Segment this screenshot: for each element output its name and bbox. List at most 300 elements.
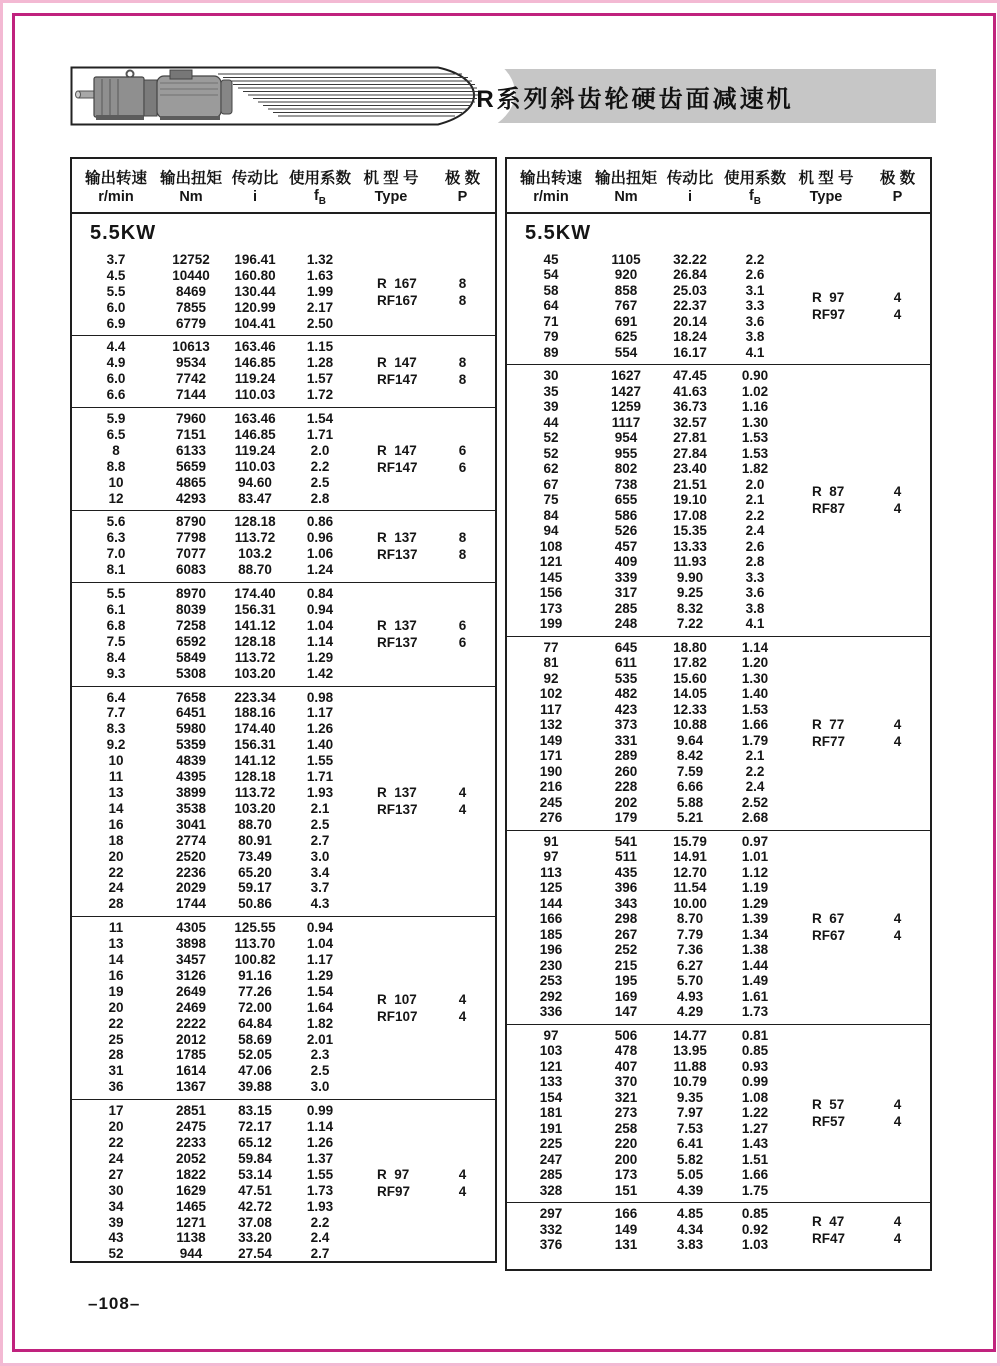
- cell-value: 77: [543, 639, 559, 655]
- cell-value: 199: [539, 616, 563, 632]
- cell-value: 7.0: [106, 546, 126, 562]
- cell-value: 117: [540, 701, 562, 717]
- table-row: [507, 399, 787, 415]
- cell-value: 113: [540, 864, 562, 880]
- data-block: [72, 510, 495, 582]
- cell-value: 5308: [175, 665, 207, 681]
- cell-value: 3.7: [310, 880, 330, 896]
- cell-value: 18.24: [673, 329, 707, 345]
- cell-value: 3.4: [310, 864, 330, 880]
- cell-value: 1.49: [741, 973, 769, 989]
- cell-value: 144: [539, 895, 563, 911]
- cell-value: 1.40: [741, 686, 769, 702]
- cell-value: 19.10: [673, 492, 707, 508]
- cell-value: 4293: [175, 490, 207, 506]
- table-row: [72, 459, 352, 475]
- data-block: [72, 686, 495, 917]
- table-row: [72, 530, 352, 546]
- cell-value: 72.00: [238, 999, 272, 1015]
- cell-value: 376: [539, 1237, 563, 1253]
- table-row: [507, 1183, 787, 1199]
- cell-value: 13: [108, 936, 124, 952]
- model-type-label: R 77: [812, 716, 845, 732]
- cell-value: 7.59: [676, 763, 704, 779]
- model-type-label: RF137: [377, 547, 418, 563]
- cell-value: 83.15: [238, 1103, 272, 1119]
- model-type-row: [352, 1008, 495, 1025]
- cell-value: 156.31: [234, 737, 276, 753]
- cell-value: 457: [614, 538, 638, 554]
- model-type-area: [787, 289, 930, 323]
- cell-value: 6.0: [106, 371, 126, 387]
- col-unit-service-factor: $f_B$: [313, 188, 327, 207]
- cell-value: 1.54: [306, 983, 334, 999]
- cell-value: 196: [539, 942, 563, 958]
- model-type-row: [787, 910, 930, 927]
- cell-value: 276: [539, 810, 563, 826]
- cell-value: 3.8: [745, 600, 765, 616]
- cell-value: 174.40: [234, 721, 276, 737]
- table-row: [72, 849, 352, 865]
- table-row: [507, 748, 787, 764]
- cell-value: 25.03: [673, 282, 707, 298]
- model-type-row: [787, 1096, 930, 1113]
- model-type-row: [352, 292, 495, 309]
- cell-value: 2012: [175, 1031, 207, 1047]
- table-row: [507, 585, 787, 601]
- cell-value: 1.30: [741, 670, 769, 686]
- pole-count-value: 4: [458, 1183, 467, 1199]
- page-header: [70, 66, 936, 126]
- cell-value: 34: [108, 1198, 124, 1214]
- cell-value: 2.5: [310, 1063, 330, 1079]
- cell-value: 8.1: [106, 562, 126, 578]
- cell-value: 0.99: [741, 1074, 769, 1090]
- col-unit-torque: Nm: [179, 189, 203, 206]
- cell-value: 2.5: [310, 816, 330, 832]
- table-row: [72, 411, 352, 427]
- table-row: [507, 717, 787, 733]
- cell-value: 71: [543, 313, 559, 329]
- pole-count-value: 4: [893, 1213, 902, 1229]
- cell-value: 1.27: [741, 1120, 769, 1136]
- cell-value: 2.1: [745, 748, 765, 764]
- table-row: [507, 345, 787, 361]
- cell-value: 625: [614, 329, 638, 345]
- numeric-columns: [507, 368, 787, 632]
- cell-value: 185: [539, 926, 563, 942]
- page-number: –108–: [88, 1294, 141, 1313]
- cell-value: 141.12: [234, 753, 276, 769]
- table-row: [72, 1199, 352, 1215]
- cell-value: 196.41: [234, 251, 276, 267]
- cell-value: 0.90: [741, 368, 769, 384]
- cell-value: 2.01: [306, 1031, 334, 1047]
- cell-value: 9.25: [676, 585, 704, 601]
- table-row: [72, 817, 352, 833]
- table-row: [507, 764, 787, 780]
- spec-table-right: [505, 157, 932, 1271]
- cell-value: 3.6: [745, 313, 765, 329]
- model-type-label: R 107: [377, 991, 417, 1007]
- cell-value: 32.57: [673, 414, 707, 430]
- cell-value: 80.91: [238, 832, 272, 848]
- col-header-ratio: 传动比: [231, 170, 279, 187]
- table-header-right: [507, 159, 930, 214]
- pole-count-value: 8: [458, 355, 467, 371]
- table-row: [507, 1074, 787, 1090]
- table-row: [507, 415, 787, 431]
- data-block: [72, 582, 495, 685]
- cell-value: 526: [614, 523, 638, 539]
- table-row: [507, 686, 787, 702]
- numeric-columns: [72, 514, 352, 578]
- cell-value: 52: [108, 1246, 124, 1262]
- cell-value: 0.98: [306, 689, 334, 705]
- cell-value: 17: [108, 1103, 124, 1119]
- cell-value: 147: [614, 1004, 638, 1020]
- cell-value: 171: [539, 748, 563, 764]
- cell-value: 22: [108, 1015, 124, 1031]
- cell-value: 1.82: [741, 461, 769, 477]
- cell-value: 2.52: [741, 794, 769, 810]
- cell-value: 215: [614, 957, 638, 973]
- cell-value: 3.0: [310, 848, 330, 864]
- table-row: [72, 475, 352, 491]
- col-header-speed: 输出转速: [84, 170, 147, 187]
- cell-value: 103: [539, 1043, 563, 1059]
- cell-value: 113.70: [234, 936, 276, 952]
- table-row: [72, 650, 352, 666]
- table-row: [72, 968, 352, 984]
- cell-value: 7855: [175, 299, 207, 315]
- table-row: [72, 769, 352, 785]
- cell-value: 20: [108, 1119, 124, 1135]
- cell-value: 1.99: [306, 283, 334, 299]
- cell-value: 22.37: [673, 298, 707, 314]
- table-row: [507, 1004, 787, 1020]
- cell-value: 1.82: [306, 1015, 334, 1031]
- cell-value: 9.90: [676, 569, 704, 585]
- cell-value: 6451: [175, 705, 207, 721]
- cell-value: 12: [108, 490, 124, 506]
- cell-value: 858: [614, 282, 638, 298]
- cell-value: 8.4: [106, 649, 126, 665]
- model-type-area: [352, 991, 495, 1025]
- numeric-columns: [72, 411, 352, 506]
- cell-value: 2233: [175, 1135, 207, 1151]
- cell-value: 11.54: [673, 880, 707, 896]
- table-row: [72, 387, 352, 403]
- pole-count-value: 4: [458, 1008, 467, 1024]
- cell-value: 11.88: [673, 1058, 707, 1074]
- cell-value: 285: [614, 600, 638, 616]
- cell-value: 554: [614, 344, 638, 360]
- cell-value: 11: [108, 920, 124, 936]
- cell-value: 131: [614, 1237, 638, 1253]
- cell-value: 317: [614, 585, 638, 601]
- cell-value: 8790: [175, 514, 207, 530]
- cell-value: 83.47: [238, 490, 272, 506]
- col-unit-ratio: i: [252, 189, 258, 206]
- cell-value: 6.66: [676, 779, 704, 795]
- data-block: [72, 916, 495, 1099]
- cell-value: 6.9: [106, 315, 126, 331]
- cell-value: 409: [614, 554, 638, 570]
- cell-value: 7151: [175, 426, 207, 442]
- cell-value: 108: [539, 538, 563, 554]
- table-row: [507, 849, 787, 865]
- cell-value: 3.1: [745, 282, 765, 298]
- cell-value: 541: [614, 833, 638, 849]
- pole-count-value: 4: [893, 910, 902, 926]
- table-row: [507, 1090, 787, 1106]
- cell-value: 0.86: [306, 514, 334, 530]
- cell-value: 1.16: [741, 399, 769, 415]
- model-type-row: [352, 784, 495, 801]
- cell-value: 149: [539, 732, 563, 748]
- cell-value: 53.14: [238, 1166, 272, 1182]
- cell-value: 12752: [172, 251, 210, 267]
- cell-value: 225: [539, 1136, 563, 1152]
- cell-value: 339: [614, 569, 638, 585]
- data-block: [507, 830, 930, 1024]
- cell-value: 6.5: [106, 426, 126, 442]
- cell-value: 3.0: [310, 1079, 330, 1095]
- cell-value: 110.03: [234, 458, 276, 474]
- data-block: [507, 249, 930, 365]
- cell-value: 1.73: [306, 1182, 334, 1198]
- cell-value: 7798: [175, 530, 207, 546]
- data-block: [507, 636, 930, 830]
- cell-value: 23.40: [673, 461, 707, 477]
- cell-value: 8.32: [676, 600, 704, 616]
- cell-value: 1.28: [306, 355, 334, 371]
- cell-value: 1.75: [741, 1182, 769, 1198]
- cell-value: 202: [614, 794, 638, 810]
- table-row: [507, 834, 787, 850]
- model-type-row: [352, 442, 495, 459]
- cell-value: 0.94: [306, 920, 334, 936]
- cell-value: 64.84: [238, 1015, 272, 1031]
- cell-value: 7.53: [676, 1120, 704, 1136]
- model-type-label: RF147: [377, 459, 418, 475]
- model-type-label: R 57: [812, 1097, 845, 1113]
- cell-value: 2.4: [310, 1230, 330, 1246]
- cell-value: 79: [543, 329, 559, 345]
- left-table-blocks: [72, 249, 495, 1266]
- model-type-label: RF147: [377, 372, 418, 388]
- cell-value: 2475: [175, 1119, 207, 1135]
- col-unit-speed: r/min: [533, 189, 569, 206]
- cell-value: 245: [539, 794, 563, 810]
- cell-value: 16: [108, 967, 124, 983]
- model-type-row: [787, 483, 930, 500]
- table-row: [72, 785, 352, 801]
- cell-value: 2.2: [310, 1214, 330, 1230]
- table-row: [507, 1059, 787, 1075]
- cell-value: 7.79: [676, 926, 704, 942]
- table-row: [72, 618, 352, 634]
- cell-value: 1785: [175, 1047, 207, 1063]
- cell-value: 132: [539, 717, 563, 733]
- cell-value: 7.97: [676, 1105, 704, 1121]
- col-header-speed: 输出转速: [519, 170, 582, 187]
- cell-value: 103.2: [238, 546, 272, 562]
- cell-value: 6592: [175, 633, 207, 649]
- model-type-label: R 47: [812, 1213, 845, 1229]
- cell-value: 5.82: [676, 1151, 704, 1167]
- power-section-label: 5.5KW: [525, 221, 592, 244]
- cell-value: 119.24: [234, 442, 276, 458]
- cell-value: 14.77: [673, 1027, 707, 1043]
- table-row: [507, 329, 787, 345]
- numeric-columns: [507, 834, 787, 1020]
- cell-value: 41.63: [673, 383, 707, 399]
- data-block: [72, 407, 495, 510]
- cell-value: 0.81: [741, 1027, 769, 1043]
- table-row: [72, 936, 352, 952]
- cell-value: 8.70: [676, 911, 704, 927]
- cell-value: 24: [108, 880, 124, 896]
- cell-value: 8970: [175, 586, 207, 602]
- cell-value: 18.80: [673, 639, 707, 655]
- table-row: [72, 252, 352, 268]
- cell-value: 1.26: [306, 721, 334, 737]
- table-row: [72, 371, 352, 387]
- cell-value: 72.17: [238, 1119, 272, 1135]
- cell-value: 423: [614, 701, 638, 717]
- table-row: [72, 586, 352, 602]
- table-row: [507, 671, 787, 687]
- cell-value: 77.26: [238, 983, 272, 999]
- cell-value: 9.2: [106, 737, 126, 753]
- cell-value: 188.16: [234, 705, 276, 721]
- model-type-label: R 97: [812, 290, 845, 306]
- cell-value: 22: [108, 1135, 124, 1151]
- cell-value: 2851: [175, 1103, 207, 1119]
- cell-value: 18: [108, 832, 124, 848]
- cell-value: 4865: [175, 474, 207, 490]
- cell-value: 2.6: [745, 538, 765, 554]
- power-section-label: 5.5KW: [90, 221, 157, 244]
- cell-value: 7144: [175, 387, 207, 403]
- model-type-row: [787, 500, 930, 517]
- cell-value: 258: [614, 1120, 638, 1136]
- cell-value: 2.6: [745, 267, 765, 283]
- model-type-label: RF47: [812, 1230, 846, 1246]
- cell-value: 27.54: [238, 1246, 272, 1262]
- cell-value: 149: [614, 1221, 638, 1237]
- cell-value: 7258: [175, 617, 207, 633]
- cell-value: 7658: [175, 689, 207, 705]
- cell-value: 19: [108, 983, 124, 999]
- table-row: [72, 602, 352, 618]
- pole-count-value: 4: [458, 991, 467, 1007]
- cell-value: 8.42: [676, 748, 704, 764]
- cell-value: 1614: [175, 1063, 207, 1079]
- cell-value: 3457: [175, 952, 207, 968]
- cell-value: 331: [614, 732, 638, 748]
- cell-value: 160.80: [234, 267, 276, 283]
- cell-value: 5359: [175, 737, 207, 753]
- cell-value: 1105: [611, 251, 641, 267]
- table-row: [507, 430, 787, 446]
- table-row: [507, 655, 787, 671]
- cell-value: 1.37: [306, 1150, 334, 1166]
- cell-value: 27.84: [673, 445, 707, 461]
- cell-value: 0.93: [741, 1058, 769, 1074]
- table-row: [72, 427, 352, 443]
- cell-value: 190: [539, 763, 563, 779]
- table-row: [72, 920, 352, 936]
- cell-value: 10.00: [673, 895, 707, 911]
- table-row: [507, 314, 787, 330]
- cell-value: 6.0: [106, 299, 126, 315]
- cell-value: 84: [543, 507, 559, 523]
- model-type-row: [787, 289, 930, 306]
- pole-count-value: 8: [458, 292, 467, 308]
- model-type-row: [352, 1183, 495, 1200]
- cell-value: 1.38: [741, 942, 769, 958]
- cell-value: 2.4: [745, 523, 765, 539]
- cell-value: 35: [543, 383, 559, 399]
- pole-count-value: 8: [458, 275, 467, 291]
- cell-value: 738: [614, 476, 638, 492]
- cell-value: 2222: [175, 1015, 207, 1031]
- col-unit-model: Type: [809, 189, 843, 206]
- table-row: [72, 443, 352, 459]
- cell-value: 3899: [175, 784, 207, 800]
- table-row: [507, 1222, 787, 1238]
- cell-value: 10: [108, 753, 124, 769]
- cell-value: 2.2: [310, 458, 330, 474]
- cell-value: 1.20: [741, 655, 769, 671]
- pole-count-value: 6: [458, 634, 467, 650]
- cell-value: 103.20: [234, 665, 276, 681]
- table-row: [507, 702, 787, 718]
- cell-value: 3.3: [745, 298, 765, 314]
- cell-value: 1117: [611, 414, 641, 430]
- table-row: [72, 1230, 352, 1246]
- cell-value: 8039: [175, 602, 207, 618]
- cell-value: 89: [543, 344, 559, 360]
- cell-value: 1822: [175, 1166, 207, 1182]
- cell-value: 15.35: [673, 523, 707, 539]
- cell-value: 88.70: [238, 816, 272, 832]
- model-type-label: RF67: [812, 927, 846, 943]
- cell-value: 16: [108, 816, 124, 832]
- cell-value: 0.85: [741, 1043, 769, 1059]
- cell-value: 273: [614, 1105, 638, 1121]
- table-row: [507, 298, 787, 314]
- cell-value: 151: [614, 1182, 638, 1198]
- cell-value: 1259: [610, 399, 642, 415]
- cell-value: 7.36: [676, 942, 704, 958]
- model-type-row: [787, 1113, 930, 1130]
- cell-value: 27: [108, 1166, 124, 1182]
- cell-value: 2029: [175, 880, 207, 896]
- table-row: [72, 1103, 352, 1119]
- cell-value: 195: [614, 973, 638, 989]
- cell-value: 10440: [172, 267, 210, 283]
- cell-value: 691: [614, 313, 638, 329]
- table-row: [507, 1152, 787, 1168]
- table-row: [72, 1119, 352, 1135]
- table-row: [507, 640, 787, 656]
- col-unit-speed: r/min: [98, 189, 134, 206]
- cell-value: 1.29: [741, 895, 769, 911]
